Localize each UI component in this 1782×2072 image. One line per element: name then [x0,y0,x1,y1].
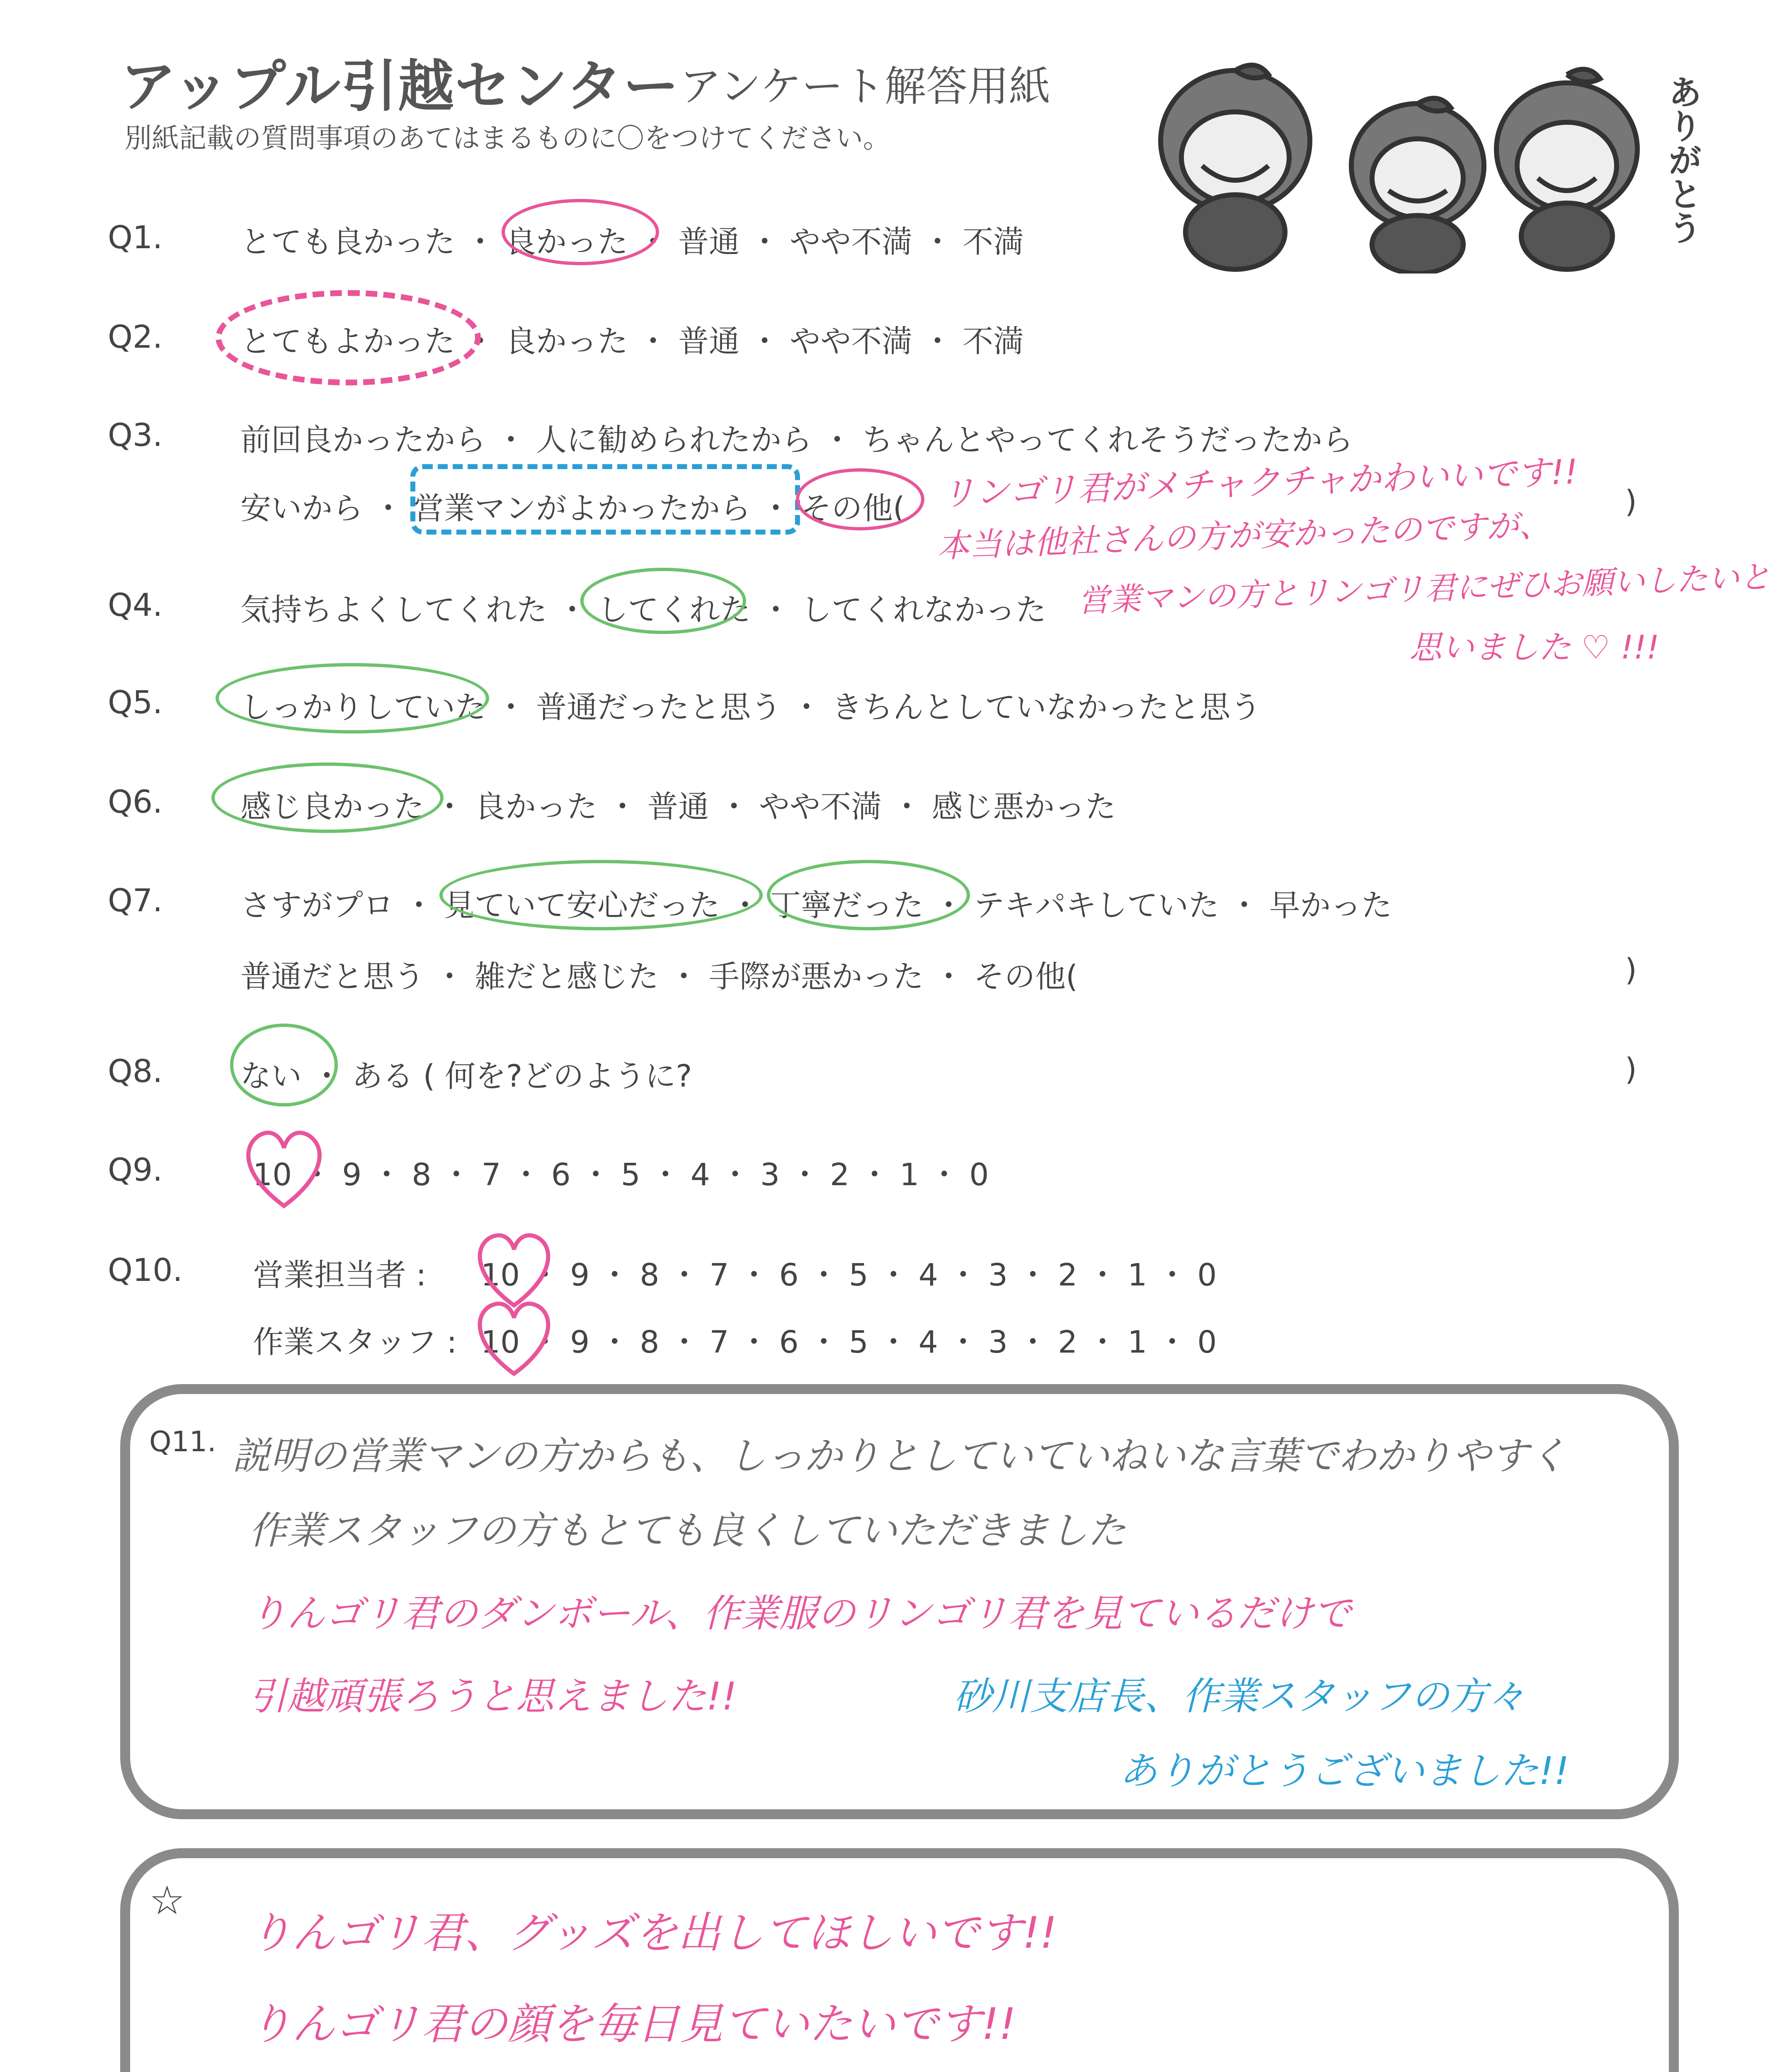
q11-label: Q11. [149,1426,216,1458]
q7-number: Q7. [108,882,163,919]
q3-options-line1: 前回良かったから ・ 人に勧められたから ・ ちゃんとやってくれそうだったから [240,422,1353,458]
q3-comment-3: 営業マンの方とリンゴリ君にぜひお願いしたいと [1077,558,1772,620]
q3-options-line2: 安いから ・ 営業マンがよかったから ・ その他( [240,491,905,526]
q3-answer-box [410,464,800,535]
q9-number: Q9. [108,1151,163,1188]
q4-number: Q4. [108,586,163,623]
q3-number: Q3. [108,416,163,453]
q7-answer-circle-1 [439,860,763,930]
star-line-1: りんゴリ君、グッズを出してほしいです!! [249,1907,1057,1958]
q5-options: しっかりしていた ・ 普通だったと思う ・ きちんとしていなかったと思う [240,690,1261,725]
q11-line-6: ありがとうございました!! [1119,1749,1569,1793]
q11-line-5: 砂川支店長、作業スタッフの方々 [953,1674,1526,1719]
q1-options: とても良かった ・ 良かった ・ 普通 ・ やや不満 ・ 不満 [240,224,1024,260]
q7-options-line1: さすがプロ ・ 見ていて安心だった ・ 丁寧だった ・ テキパキしていた ・ 早かった [240,888,1392,923]
q3-comment-2: 本当は他社さんの方が安かったのですが、 [936,506,1552,565]
q3-close: ) [1625,484,1637,520]
q10-sales-label: 営業担当者 : [253,1257,427,1293]
mascot-illustration [1119,58,1700,274]
q9-heart-icon [236,1119,332,1214]
instructions: 別紙記載の質問事項のあてはまるものに〇をつけてください。 [124,122,890,154]
q11-line-2: 作業スタッフの方もとても良くしていただきました [249,1508,1126,1553]
q6-answer-circle [211,762,444,833]
q10-number: Q10. [108,1251,183,1288]
q10-staff-heart-icon [468,1291,560,1382]
q8-answer-circle [230,1024,338,1106]
q10-sales-scale: 10 ・ 9 ・ 8 ・ 7 ・ 6 ・ 5 ・ 4 ・ 3 ・ 2 ・ 1 ・ 0 [481,1257,1217,1293]
form-title: アンケート解答用紙 [680,62,1050,111]
q8-close: ) [1625,1052,1637,1087]
q4-options: 気持ちよくしてくれた ・ してくれた ・ してくれなかった [240,592,1047,628]
thanks-text: ありがとう [1663,75,1702,244]
q3-other-circle [796,468,924,530]
q11-line-1: 説明の営業マンの方からも、しっかりとしていていねいな言葉でわかりやすく [232,1434,1567,1478]
q5-answer-circle [216,663,489,733]
q11-line-3: りんゴリ君のダンボール、作業服のリンゴリ君を見ているだけで [249,1591,1351,1636]
q9-scale: 10 ・ 9 ・ 8 ・ 7 ・ 6 ・ 5 ・ 4 ・ 3 ・ 2 ・ 1 ・ 0 [253,1157,989,1193]
q8-number: Q8. [108,1053,163,1089]
company-title: アップル引越センター [120,54,680,119]
q4-answer-circle [580,568,746,634]
q2-answer-circle [216,290,481,385]
q6-number: Q6. [108,783,163,820]
q5-number: Q5. [108,684,163,721]
q8-options: ない ・ ある ( 何を?どのように? [240,1058,692,1094]
q6-options: 感じ良かった ・ 良かった ・ 普通 ・ やや不満 ・ 感じ悪かった [240,789,1116,825]
q7-close: ) [1625,952,1637,988]
q10-staff-scale: 10 ・ 9 ・ 8 ・ 7 ・ 6 ・ 5 ・ 4 ・ 3 ・ 2 ・ 1 ・ 0 [481,1324,1217,1360]
star-icon: ☆ [149,1877,185,1924]
q7-options-line2: 普通だと思う ・ 雑だと感じた ・ 手際が悪かった ・ その他( [240,959,1078,995]
q3-comment-1: リンゴリ君がメチャクチャかわいいです!! [941,452,1579,514]
q2-options: とてもよかった ・ 良かった ・ 普通 ・ やや不満 ・ 不満 [240,324,1024,359]
q11-line-4: 引越頑張ろうと思えました!! [249,1674,737,1719]
q1-answer-circle [502,199,659,265]
q7-answer-circle-2 [767,860,970,930]
star-line-2: りんゴリ君の顔を毎日見ていたいです!! [249,1999,1016,2049]
q2-number: Q2. [108,318,163,355]
q1-number: Q1. [108,219,163,256]
q10-staff-label: 作業スタッフ : [253,1324,457,1360]
q3-comment-4: 思いました ♡ !!! [1409,629,1660,666]
